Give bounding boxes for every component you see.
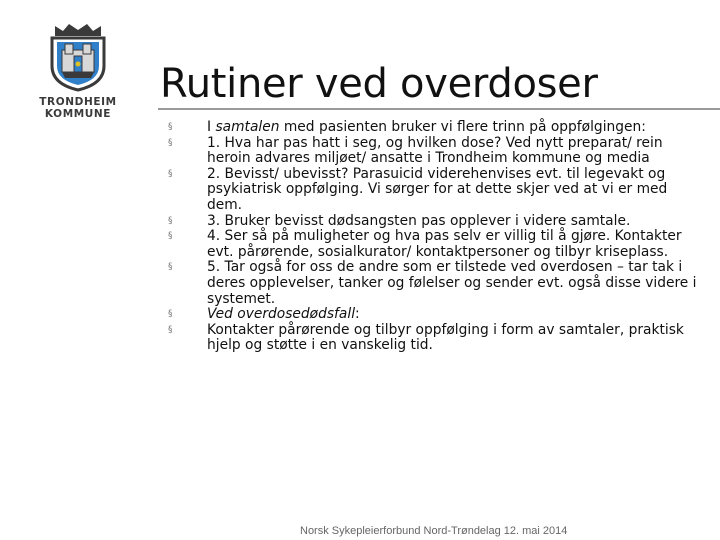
list-item <box>168 307 700 323</box>
item-text: : <box>355 306 360 323</box>
list-item <box>168 323 700 354</box>
trondheim-coat-of-arms-icon <box>47 22 109 92</box>
item-emphasis: samtalen <box>215 119 280 135</box>
bullet-icon: § <box>168 324 173 335</box>
logo-line-2: KOMMUNE <box>44 108 112 120</box>
list-item <box>168 229 700 260</box>
bullet-icon: § <box>168 309 173 320</box>
bullet-icon: § <box>168 122 173 132</box>
item-text: med pasienten bruker vi flere trinn på oppfølgingen: <box>279 119 646 135</box>
item-text: 5. Tar også for oss de andre som er tilstede ved overdosen – tar tak i deres opplevelser, tanker og følelser og sender evt. også disse videre i systemet. <box>207 259 697 307</box>
bullet-list <box>168 120 700 354</box>
footer-text: Norsk Sykepleierforbund Nord-Trøndelag 12. mai 2014 <box>300 525 568 537</box>
logo <box>26 22 130 120</box>
list-item <box>168 136 700 167</box>
content-body <box>168 120 700 354</box>
logo-line-1: TRONDHEIM <box>39 96 117 108</box>
item-text: Kontakter pårørende og tilbyr oppfølging i form av samtaler, praktisk hjelp og støtte i en vanskelig tid. <box>207 321 684 354</box>
item-text: 1. Hva har pas hatt i seg, og hvilken dose? Ved nytt preparat/ rein heroin advares miljøet/ ansatte i Trondheim kommune og media <box>207 134 663 167</box>
item-text: 3. Bruker bevisst dødsangsten pas opplever i videre samtale. <box>207 212 631 229</box>
bullet-icon: § <box>168 215 173 226</box>
list-item <box>168 214 700 230</box>
bullet-icon: § <box>168 137 173 148</box>
list-item <box>168 120 700 136</box>
item-text: 4. Ser så på muligheter og hva pas selv er villig til å gjøre. Kontakter evt. pårørende, sosialkurator/ kontaktpersoner og tilbyr kriseplass. <box>207 228 682 260</box>
item-text: 2. Bevisst/ ubevisst? Parasuicid viderehenvises evt. til legevakt og psykiatrisk oppfølging. Vi sørger for at dette skjer ved at vi er med dem. <box>207 165 668 213</box>
item-text: I <box>207 119 216 135</box>
bullet-icon: § <box>168 168 173 179</box>
item-emphasis: Ved overdosedødsfall <box>207 306 356 323</box>
bullet-icon: § <box>168 231 173 242</box>
list-item <box>168 167 700 214</box>
list-item <box>168 260 700 307</box>
bullet-icon: § <box>168 262 173 273</box>
title-divider <box>158 108 720 110</box>
page-title: Rutiner ved overdoser <box>160 61 598 107</box>
